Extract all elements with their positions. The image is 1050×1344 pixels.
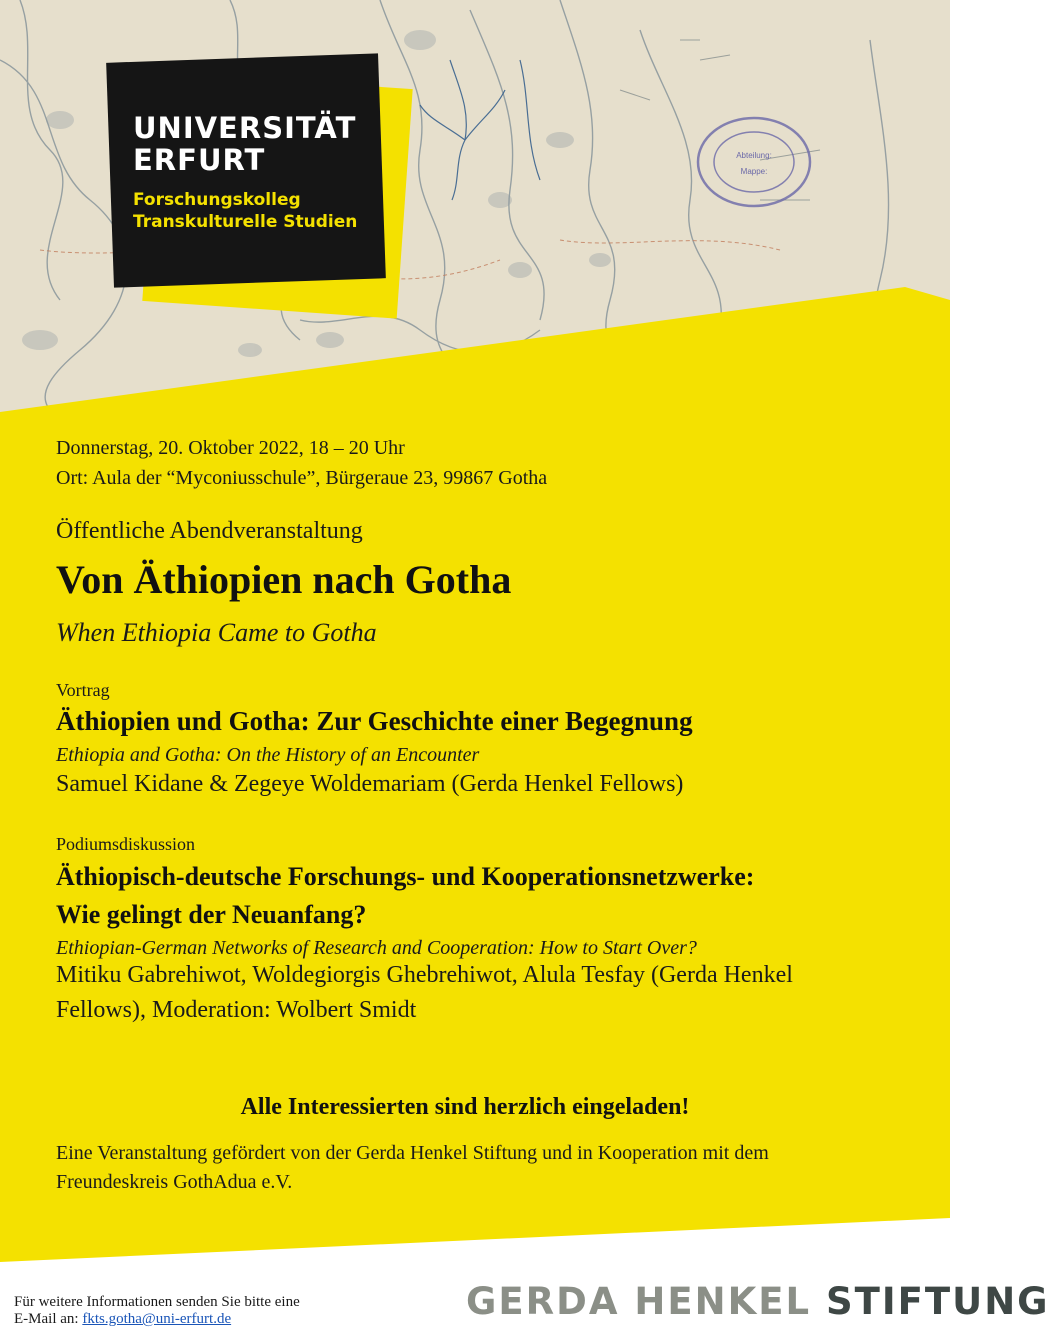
funding-line1: Eine Veranstaltung gefördert von der Gerda Henkel Stiftung und in Kooperation mit dem	[56, 1142, 769, 1164]
panel-speakers-line2: Fellows), Moderation: Wolbert Smidt	[56, 997, 417, 1023]
sponsor-name-part2: STIFTUNG	[825, 1280, 1050, 1323]
talk-title: Äthiopien und Gotha: Zur Geschichte einer Begegnung	[56, 706, 693, 736]
footer-email-prefix: E-Mail an:	[14, 1311, 83, 1327]
stamp-field-1: Abteilung:	[736, 151, 772, 160]
logo-university-line1: UNIVERSITÄT	[133, 111, 357, 145]
logo-institute-line2: Transkulturelle Studien	[133, 212, 358, 232]
footer-info-line1: Für weitere Informationen senden Sie bitte eine	[14, 1294, 300, 1310]
talk-speakers: Samuel Kidane & Zegeye Woldemariam (Gerda Henkel Fellows)	[56, 771, 684, 797]
panel-title-line1: Äthiopisch-deutsche Forschungs- und Kooperationsnetzwerke:	[56, 862, 755, 891]
event-venue: Ort: Aula der “Myconiusschule”, Bürgeraue 23, 99867 Gotha	[56, 467, 548, 489]
sponsor-name-part1: GERDA HENKEL	[466, 1280, 826, 1323]
footer-info-line2	[14, 1311, 231, 1328]
talk-label: Vortrag	[56, 680, 110, 700]
panel-title-line2: Wie gelingt der Neuanfang?	[56, 900, 367, 929]
logo-university-line2: ERFURT	[133, 143, 266, 177]
panel-speakers-line1: Mitiku Gabrehiwot, Woldegiorgis Ghebrehiwot, Alula Tesfay (Gerda Henkel	[56, 962, 793, 988]
event-type: Öffentliche Abendveranstaltung	[56, 518, 363, 544]
event-date: Donnerstag, 20. Oktober 2022, 18 – 20 Uhr	[56, 437, 405, 459]
event-subtitle: When Ethiopia Came to Gotha	[56, 618, 377, 647]
logo-institute-line1: Forschungskolleg	[133, 190, 301, 210]
event-title: Von Äthiopien nach Gotha	[56, 557, 512, 602]
gerda-henkel-stiftung-logo	[466, 1280, 1050, 1323]
funding-line2: Freundeskreis GothAdua e.V.	[56, 1171, 293, 1193]
invitation-text: Alle Interessierten sind herzlich eingeladen!	[240, 1094, 690, 1120]
talk-subtitle: Ethiopia and Gotha: On the History of an Encounter	[56, 744, 480, 766]
panel-subtitle: Ethiopian-German Networks of Research and Cooperation: How to Start Over?	[56, 937, 697, 959]
panel-label: Podiumsdiskussion	[56, 834, 196, 854]
stamp-field-2: Mappe:	[740, 167, 768, 176]
footer-email-link[interactable]: fkts.gotha@uni-erfurt.de	[82, 1311, 232, 1327]
